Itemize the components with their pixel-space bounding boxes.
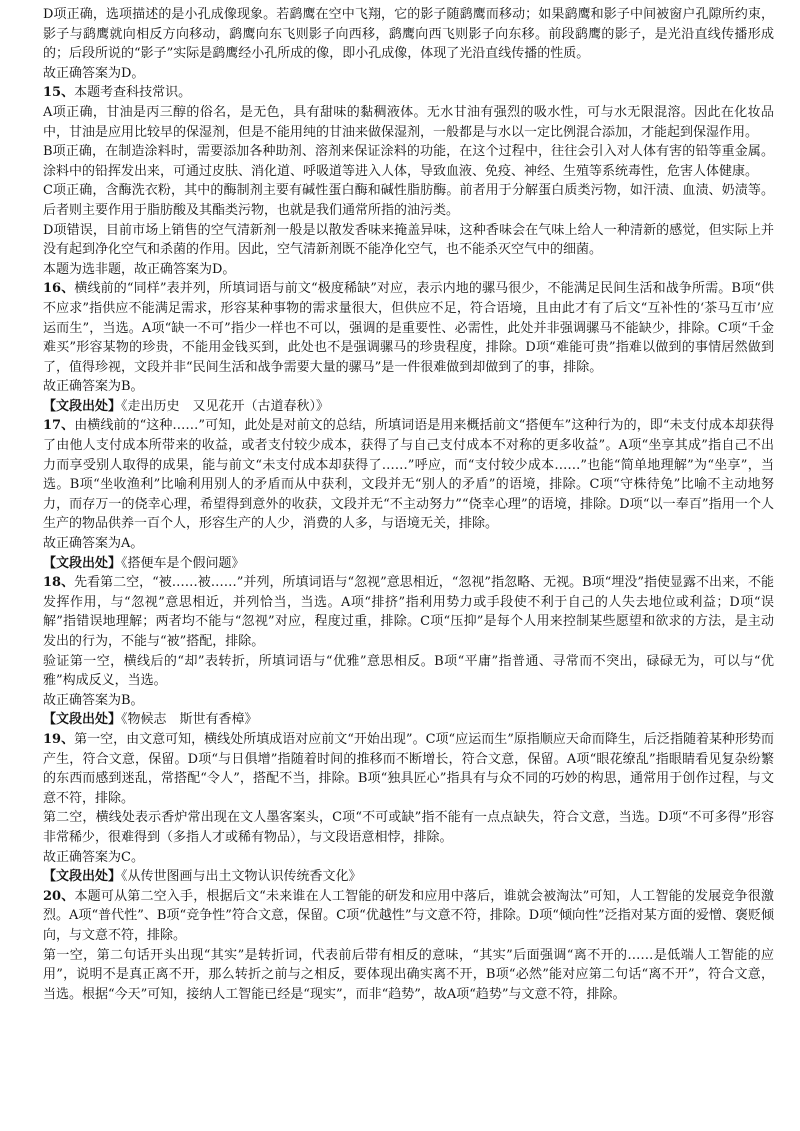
explanation-paragraph: 故正确答案为B。 — [43, 379, 144, 395]
question-explanation — [43, 887, 774, 946]
question-number: 17、 — [43, 418, 75, 434]
explanation-text: 本题考查科技常识。 — [74, 85, 192, 101]
explanation-paragraph: 本题为选非题，故正确答案为D。 — [43, 261, 236, 277]
question-explanation — [43, 416, 774, 534]
explanation-paragraph: A项正确，甘油是丙三醇的俗名，是无色，具有甜味的黏稠液体。无水甘油有强烈的吸水性，可与水无限混溶。因此在化妆品中，甘油是应用比较早的保湿剂，但是不能用纯的甘油来做保湿剂，一般都是与水以一定比例混合添加，才能起到保湿作用。 — [43, 104, 774, 140]
explanation-paragraph: 故正确答案为D。 — [43, 65, 145, 81]
question-explanation — [43, 573, 774, 651]
explanation-paragraph: 故正确答案为C。 — [43, 849, 144, 865]
explanation-text: 横线前的“同样”表并列，所填词语与前文“极度稀缺”对应，表示内地的骡马很少，不能满足民间生活和战争所需。B项“供不应求”指供应不能满足需求，形容某种事物的需求量很大，但供应不足，符合语境，且由此才有了后文“互补性的‘茶马互市’应运而生”，当选。A项“缺一不可”指少一样也不可以，强调的是重要性、必需性，此处并非强调骡马不能缺少，排除。C项“千金难买”形容某物的珍贵，不能用金钱买到，此处也不是强调骡马的珍贵程度，排除。D项“难能可贵”指难以做到的事情居然做到了，值得珍视，文段并非“民间生活和战争需要大量的骡马”是一件很难做到却做到了的事，排除。 — [43, 281, 774, 375]
question-number: 15、 — [43, 85, 75, 101]
source-title: 《搭便车是个假问题》 — [121, 555, 245, 571]
source-citation — [43, 397, 774, 417]
source-label: 【文段出处】 — [43, 712, 122, 728]
source-label: 【文段出处】 — [43, 555, 122, 571]
source-citation — [43, 710, 774, 730]
explanation-text: 先看第二空，“被……被……”并列，所填词语与“忽视”意思相近，“忽视”指忽略、无视。B项“埋没”指使显露不出来，不能发挥作用，与“忽视”意思相近，并列恰当，当选。A项“排挤”指利用势力或手段使不利于自己的人失去地位或利益；D项“误解”指错误地理解；两者均不能与“忽视”对应，程度过重，排除。C项“压抑”是每个人用来控制某些愿望和欲求的方法，是主动发出的行为，不能与“被”搭配，排除。 — [43, 575, 774, 649]
explanation-text: 第一空，由文意可知，横线处所填成语对应前文“开始出现”。C项“应运而生”原指顺应天命而降生，后泛指随着某种形势而产生，符合文意，保留。D项“与日俱增”指随着时间的推移而不断增长，符合文意，保留。A项“眼花缭乱”指眼睛看见复杂纷繁的东西而感到迷乱，常搭配“令人”，搭配不当，排除。B项“独具匠心”指具有与众不同的巧妙的构思，通常用于创作过程，与文意不符，排除。 — [43, 731, 774, 806]
question-explanation — [43, 730, 774, 808]
explanation-paragraph: 第一空，第二句话开头出现“其实”是转折词，代表前后带有相反的意味，“其实”后面强调“离不开的……是低端人工智能的应用”，说明不是真正离不开，那么转折之前与之相反，要体现出确实离不开，B项“必然”能对应第二句话“离不开”，符合文意，当选。根据“今天”可知，接纳人工智能已经是“现实”，而非“趋势”，故A项“趋势”与文意不符，排除。 — [43, 947, 774, 1002]
explanation-paragraph: B项正确，在制造涂料时，需要添加各种助剂、溶剂来保证涂料的功能，在这个过程中，往往会引入对人体有害的铅等重金属。涂料中的铅挥发出来，可通过皮肤、消化道、呼吸道等进入人体，导致血液、免疫、神经、生殖等系统毒性，危害人体健康。 — [43, 144, 774, 179]
explanation-paragraph: 故正确答案为A。 — [43, 536, 144, 552]
source-title: 《物候志 斯世有香樟》 — [121, 712, 258, 728]
source-label: 【文段出处】 — [43, 398, 122, 414]
question-number: 19、 — [43, 731, 75, 747]
question-explanation — [43, 83, 774, 103]
explanation-paragraph: D项正确，选项描述的是小孔成像现象。若鹞鹰在空中飞翔，它的影子随鹞鹰而移动；如果鹞鹰和影子中间被窗户孔隙所约束，影子与鹞鹰就向相反方向移动，鹞鹰向东飞则影子向西移，鹞鹰向西飞则影子向东移。前段鹞鹰的影子，是光沿直线传播形成的；后段所说的“影子”实际是鹞鹰经小孔所成的像，即小孔成像，体现了光沿直线传播的性质。 — [43, 7, 774, 62]
explanation-text: 本题可从第二空入手，根据后文“未来谁在人工智能的研发和应用中落后，谁就会被淘汰”可知，人工智能的发展竞争很激烈。A项“普代性”、B项“竞争性”符合文意，保留。C项“优越性”与文意不符，排除。D项“倾向性”泛指对某方面的爱憎、褒贬倾向，与文意不符，排除。 — [43, 888, 775, 943]
source-label: 【文段出处】 — [43, 869, 122, 885]
source-title: 《从传世图画与出土文物认识传统香文化》 — [121, 869, 362, 885]
question-number: 20、 — [43, 888, 75, 904]
explanation-paragraph: 第二空，横线处表示香炉常出现在文人墨客案头，C项“不可或缺”指不能有一点点缺失，符合文意，当选。D项“不可多得”形容非常稀少，很难得到（多指人才或稀有物品），与文段语意相悖，排除。 — [43, 810, 774, 845]
source-citation — [43, 867, 774, 887]
explanation-paragraph: 验证第一空，横线后的“却”表转折，所填词语与“优雅”意思相反。B项“平庸”指普通、寻常而不突出，碌碌无为，可以与“优雅”构成反义，当选。 — [43, 653, 774, 689]
question-number: 16、 — [43, 281, 75, 297]
explanation-text: 由横线前的“这种……”可知，此处是对前文的总结，所填词语是用来概括前文“搭便车”这种行为的，即“未支付成本却获得了由他人支付成本所带来的收益，或者支付较少成本，获得了与自己支付成本不对称的更多收益”。A项“坐享其成”指自己不出力而享受别人取得的成果，能与前文“未支付成本却获得了……”呼应，而“支付较少成本……”也能“简单地理解”为“坐享”，当选。B项“坐收渔利”比喻利用别人的矛盾而从中获利，文段并无“别人的矛盾”的语境，排除。C项“守株待兔”比喻不主动地努力，而存万一的侥幸心理，希望得到意外的收获，文段并无“不主动努力”“侥幸心理”的语境，排除。D项“以一奉百”指用一个人生产的物品供养一百个人，形容生产的人少，消费的人多，与语境无关，排除。 — [43, 418, 775, 532]
explanation-paragraph: C项正确，含酶洗衣粉，其中的酶制剂主要有碱性蛋白酶和碱性脂肪酶。前者用于分解蛋白质类污物，如汗渍、血渍、奶渍等。后者则主要作用于脂肪酸及其酯类污物，也就是我们通常所指的油污类。 — [43, 183, 774, 218]
explanation-paragraph: 故正确答案为B。 — [43, 692, 144, 708]
source-title: 《走出历史 又见花开（古道春秋）》 — [121, 398, 330, 414]
source-citation — [43, 554, 774, 574]
question-number: 18、 — [43, 575, 75, 591]
question-explanation — [43, 279, 774, 377]
explanation-paragraph: D项错误，目前市场上销售的空气清新剂一般是以散发香味来掩盖异味，这种香味会在气味上给人一种清新的感觉，但实际上并没有起到净化空气和杀菌的作用。因此，空气清新剂既不能净化空气，也不能杀灭空气中的细菌。 — [43, 222, 774, 258]
